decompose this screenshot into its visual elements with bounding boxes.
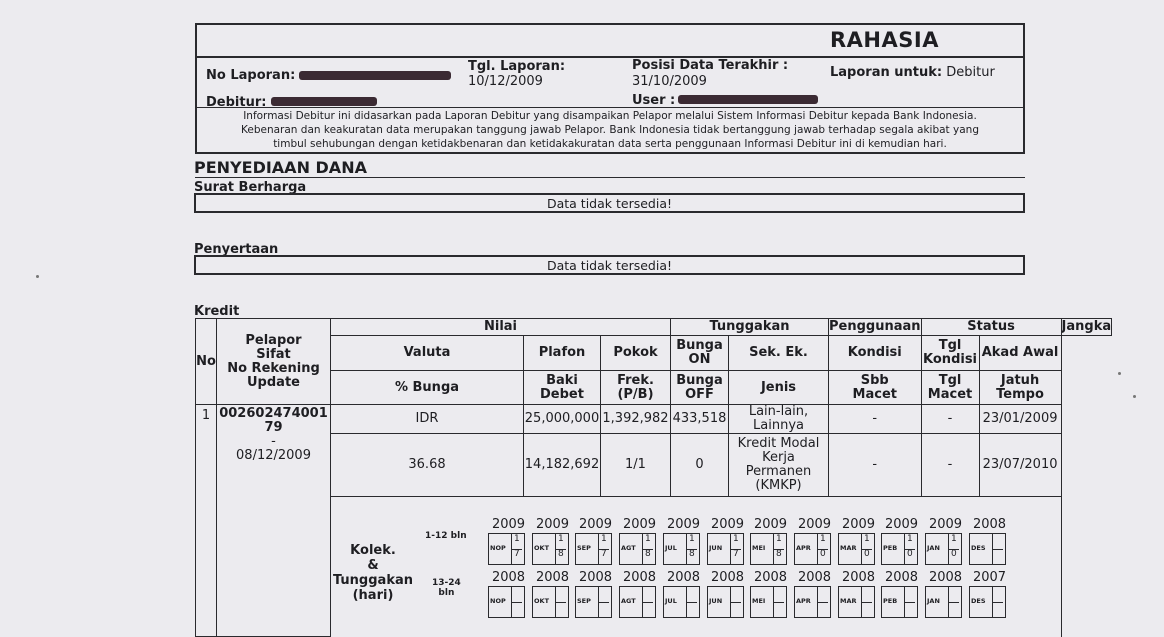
kolek-month: JUL	[665, 544, 677, 552]
penyertaan-label: Penyertaan	[194, 242, 279, 257]
kolek-cell	[794, 586, 831, 618]
header-plafon: Plafon	[524, 336, 601, 371]
kolek-month: JUL	[665, 597, 677, 605]
row-line: Kerja	[762, 450, 795, 465]
kolek-month: PEB	[883, 597, 898, 605]
row-pelapor	[217, 405, 331, 637]
kolek-month: JUN	[709, 597, 723, 605]
row-line: Permanen	[745, 464, 812, 479]
kolek-month: OKT	[534, 597, 549, 605]
header-valuta: Valuta	[331, 336, 524, 371]
kolek-month: JUN	[709, 544, 723, 552]
header-line: Sbb	[860, 372, 889, 388]
kolek-tunggakan: 0	[951, 549, 957, 559]
kolek-month: MAR	[840, 544, 857, 552]
header-tgl-macet	[921, 371, 979, 405]
header-tunggakan: Tunggakan	[671, 319, 829, 336]
debitur-label: Debitur:	[206, 95, 267, 110]
header-line: Tgl	[938, 338, 962, 353]
kolek-month: SEP	[577, 597, 591, 605]
kolek-month: MAR	[840, 597, 857, 605]
kolek-year: 2009	[710, 517, 745, 532]
range-label: 1-12	[425, 531, 448, 541]
disclaimer	[198, 109, 1022, 151]
tgl-laporan-value: 10/12/2009	[468, 74, 543, 89]
kolek-cell	[969, 586, 1006, 618]
kolek-cell	[488, 533, 525, 565]
header-line: Jatuh	[1000, 372, 1040, 388]
kolek-tunggakan: 7	[514, 549, 520, 559]
kolek-cell	[575, 586, 612, 618]
kolek-cell	[881, 533, 918, 565]
kolek-value: 1	[733, 534, 739, 544]
kolek-year: 2009	[491, 517, 526, 532]
kolek-month: SEP	[577, 544, 591, 552]
kolek-cell-divider	[555, 602, 566, 603]
rahasia-label: RAHASIA	[830, 28, 939, 52]
row-sifat: -	[271, 434, 276, 449]
disclaimer-line: Informasi Debitur ini didasarkan pada Laporan Debitur yang disampaikan Pelapor melalui Sistem Informasi Debitur kepada Bank Indonesia.	[243, 110, 977, 122]
row-jatuh-tempo: 23/07/2010	[979, 434, 1061, 497]
range-13-24	[432, 578, 461, 598]
header-pelapor	[217, 319, 331, 405]
disclaimer-line: Kebenaran dan keakuratan data merupakan tanggung jawab Pelapor. Bank Indonesia tidak bertanggung jawab terhadap segala akibat yang	[241, 124, 979, 136]
kolek-tunggakan: 7	[601, 549, 607, 559]
kolek-cell	[838, 533, 875, 565]
header-line: OFF	[685, 386, 714, 402]
kolek-month: NOP	[490, 597, 506, 605]
laporan-untuk-label: Laporan untuk:	[830, 65, 943, 80]
kolek-month: OKT	[534, 544, 549, 552]
kolek-cell-divider	[730, 602, 741, 603]
surat-berharga-label: Surat Berharga	[194, 180, 307, 195]
kolek-cell-divider	[598, 602, 609, 603]
paper-speck	[1118, 372, 1121, 375]
kolek-year: 2008	[535, 570, 570, 585]
header-line: Baki	[546, 372, 578, 388]
kolek-cell	[488, 586, 525, 618]
kolek-month: APR	[796, 597, 811, 605]
kolek-year: 2008	[972, 517, 1007, 532]
header-divider	[196, 56, 1024, 58]
kolek-year: 2007	[972, 570, 1007, 585]
kolek-tunggakan: 8	[689, 549, 695, 559]
header-penggunaan: Penggunaan	[829, 319, 921, 334]
kolek-month: AGT	[621, 597, 636, 605]
row-update: 08/12/2009	[236, 448, 311, 463]
kolek-cell	[707, 586, 744, 618]
row-line: Lain-lain,	[748, 404, 809, 419]
kolek-tunggakan: 0	[820, 549, 826, 559]
laporan-untuk	[830, 65, 995, 80]
header-line: Tgl	[938, 372, 962, 388]
header-line: Macet	[852, 386, 897, 402]
header-akad-awal: Akad Awal	[979, 336, 1061, 371]
header-line: Macet	[927, 386, 973, 402]
range-label: 13-24	[432, 578, 461, 588]
kolek-cell	[707, 533, 744, 565]
kolek-cell-divider	[686, 602, 697, 603]
header-bunga-on	[671, 336, 729, 371]
header-bunga-off	[671, 371, 729, 405]
kolek-cell-divider	[992, 549, 1003, 550]
kolek-year: 2008	[841, 570, 876, 585]
surat-berharga-empty: Data tidak tersedia!	[546, 196, 672, 211]
kolek-year: 2008	[491, 570, 526, 585]
header-pelapor-line: No Rekening	[227, 360, 320, 376]
kolek-month: APR	[796, 544, 811, 552]
row-no: 1	[196, 405, 217, 637]
kolek-year: 2008	[753, 570, 788, 585]
redacted-debitur	[271, 97, 377, 106]
kolek-year: 2009	[622, 517, 657, 532]
kolek-tunggakan: 8	[558, 549, 564, 559]
row-jenis	[729, 434, 829, 497]
kolek-label-line: Kolek.	[350, 543, 396, 558]
kolek-value: 1	[951, 534, 957, 544]
posisi-label: Posisi Data Terakhir :	[632, 58, 789, 73]
header-pokok: Pokok	[601, 336, 671, 371]
kolek-label-line: Tunggakan	[332, 573, 413, 588]
header-baki-debet	[524, 371, 601, 405]
row-line: Lainnya	[753, 418, 804, 433]
kolek-year: 2008	[710, 570, 745, 585]
header-no: No	[196, 319, 217, 405]
header-pelapor-line: Update	[247, 374, 300, 390]
kolek-cell	[750, 533, 787, 565]
kolek-label-line: &	[367, 558, 379, 573]
header-line: Tempo	[996, 386, 1044, 402]
kolek-tunggakan: 0	[864, 549, 870, 559]
user-label: User :	[632, 93, 676, 108]
kolek-cell	[838, 586, 875, 618]
kolek-tunggakan: 7	[733, 549, 739, 559]
row-bunga-pct: 36.68	[331, 434, 524, 497]
section-title-penyediaan: PENYEDIAAN DANA	[194, 158, 367, 177]
row-rekening: 002602474001	[219, 406, 328, 421]
kolek-cell	[663, 533, 700, 565]
row-kondisi: -	[829, 405, 922, 434]
kolek-month: AGT	[621, 544, 636, 552]
no-laporan-label: No Laporan:	[206, 68, 296, 83]
header-line: (P/B)	[617, 386, 654, 402]
kolek-cell	[532, 533, 569, 565]
kolek-year: 2009	[797, 517, 832, 532]
kolek-month: NOP	[490, 544, 506, 552]
header-line: Bunga	[676, 338, 723, 353]
kolek-value: 1	[689, 534, 695, 544]
kolek-cell	[969, 533, 1006, 565]
kolek-year: 2008	[666, 570, 701, 585]
header-bunga-pct: % Bunga	[331, 371, 524, 405]
header-jangka: Jangka	[1061, 319, 1112, 334]
header-line: ON	[688, 352, 711, 367]
kolek-month: MEI	[752, 544, 766, 552]
header-line: Debet	[540, 386, 584, 402]
row-valuta: IDR	[331, 405, 524, 434]
kolek-cell-divider	[948, 602, 959, 603]
header-pelapor-line: Sifat	[256, 346, 291, 362]
header-pelapor-line: Pelapor	[245, 332, 302, 348]
header-jenis: Jenis	[729, 371, 829, 405]
kolek-value: 1	[645, 534, 651, 544]
paper-speck	[36, 275, 39, 278]
kolek-cell	[750, 586, 787, 618]
range-label: bln	[450, 531, 467, 541]
kolek-year: 2008	[622, 570, 657, 585]
kolek-label-line: (hari)	[352, 588, 394, 603]
row-pokok: 1,392,982	[601, 405, 671, 434]
kolek-year: 2009	[841, 517, 876, 532]
kolek-year: 2008	[928, 570, 963, 585]
row-frek: 1/1	[601, 434, 671, 497]
section-rule	[195, 177, 1025, 178]
kolek-tunggakan: 8	[776, 549, 782, 559]
paper-speck	[1133, 395, 1136, 398]
kolek-year: 2009	[753, 517, 788, 532]
row-rekening: 79	[264, 420, 283, 435]
kolek-cell-divider	[904, 602, 915, 603]
kolek-cell	[925, 586, 962, 618]
kolek-cell-divider	[817, 602, 828, 603]
row-akad-awal: 23/01/2009	[979, 405, 1061, 434]
kolek-value: 1	[776, 534, 782, 544]
kolek-year: 2009	[578, 517, 613, 532]
row-baki-debet: 14,182,692	[524, 434, 601, 497]
kolek-month: JAN	[927, 544, 940, 552]
header-line: Bunga	[676, 372, 723, 388]
header-jatuh-tempo	[979, 371, 1061, 405]
kolek-month: DES	[971, 544, 986, 552]
header-sek-ek: Sek. Ek.	[729, 336, 829, 371]
kolek-cell-divider	[773, 602, 784, 603]
redacted-user	[678, 95, 818, 104]
kolek-month: DES	[971, 597, 986, 605]
kolek-cell	[619, 533, 656, 565]
kolek-cell-divider	[861, 602, 872, 603]
posisi-value: 31/10/2009	[632, 74, 707, 89]
header-line: Kondisi	[923, 352, 978, 367]
penyertaan-empty: Data tidak tersedia!	[546, 258, 672, 273]
kolek-year: 2008	[578, 570, 613, 585]
kolek-value: 1	[820, 534, 826, 544]
kolek-label	[330, 543, 416, 603]
header-tgl-kondisi	[921, 336, 979, 371]
disclaimer-line: timbul sehubungan dengan ketidakbenaran dan ketidakakuratan data serta penggunaan Informasi Debitur ini di kemudian hari.	[273, 138, 947, 150]
kolek-cell-divider	[992, 602, 1003, 603]
kolek-month: JAN	[927, 597, 940, 605]
row-bunga-on: 433,518	[671, 405, 729, 434]
kredit-label: Kredit	[194, 304, 240, 319]
kolek-cell-divider	[511, 602, 522, 603]
row-tgl-kondisi: -	[921, 405, 979, 434]
kolek-cell-divider	[642, 602, 653, 603]
kolek-year: 2009	[884, 517, 919, 532]
laporan-untuk-value: Debitur	[946, 65, 995, 80]
kolek-value: 1	[864, 534, 870, 544]
row-line: Kredit Modal	[737, 436, 820, 451]
row-tgl-macet: -	[921, 434, 979, 497]
row-plafon: 25,000,000	[524, 405, 601, 434]
kolek-month: MEI	[752, 597, 766, 605]
range-label: bln	[438, 588, 455, 598]
kolek-tunggakan: 0	[907, 549, 913, 559]
header-line: Frek.	[617, 372, 654, 388]
range-1-12	[425, 531, 467, 541]
kolek-month: PEB	[883, 544, 898, 552]
header-frek	[601, 371, 671, 405]
kolek-value: 1	[601, 534, 607, 544]
tgl-laporan-label: Tgl. Laporan:	[468, 59, 566, 74]
kolek-year: 2009	[666, 517, 701, 532]
kolek-value: 1	[907, 534, 913, 544]
kolek-year: 2009	[928, 517, 963, 532]
kolek-value: 1	[514, 534, 520, 544]
header-nilai: Nilai	[331, 319, 671, 336]
header-divider	[196, 107, 1024, 108]
kolek-cell	[794, 533, 831, 565]
header-status: Status	[921, 319, 1061, 336]
kolek-year: 2009	[535, 517, 570, 532]
row-bunga-off: 0	[671, 434, 729, 497]
header-kondisi: Kondisi	[829, 336, 922, 371]
redacted-no-laporan	[299, 71, 451, 80]
header-sbb-macet	[829, 371, 922, 405]
row-sbb-macet: -	[829, 434, 922, 497]
kolek-cell	[619, 586, 656, 618]
kolek-year: 2008	[884, 570, 919, 585]
kolek-value: 1	[558, 534, 564, 544]
row-sek-ek	[729, 405, 829, 434]
kolek-year: 2008	[797, 570, 832, 585]
kolek-cell	[575, 533, 612, 565]
kolek-cell	[925, 533, 962, 565]
row-line: (KMKP)	[755, 478, 802, 493]
kolek-cell	[663, 586, 700, 618]
kolek-cell	[881, 586, 918, 618]
kolek-cell	[532, 586, 569, 618]
kolek-tunggakan: 8	[645, 549, 651, 559]
